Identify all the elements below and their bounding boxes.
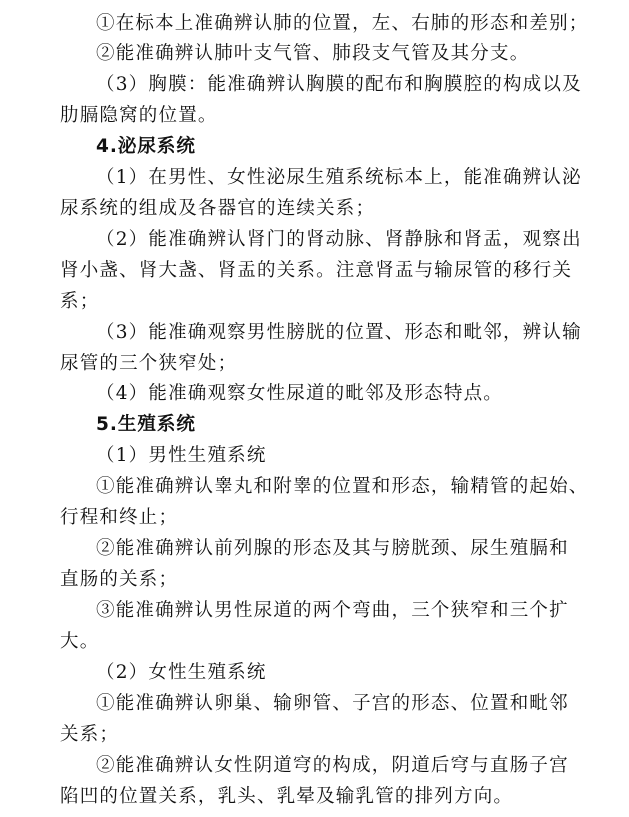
text-line: 系；	[60, 291, 100, 312]
text-line: （2）能准确辨认肾门的肾动脉、肾静脉和肾盂，观察出	[96, 229, 582, 250]
text-line: 大。	[60, 631, 100, 652]
text-line: （1）在男性、女性泌尿生殖系统标本上，能准确辨认泌	[96, 167, 582, 188]
text-line: （3）能准确观察男性膀胱的位置、形态和毗邻，辨认输	[96, 322, 582, 343]
text-line: （1）男性生殖系统	[96, 445, 267, 466]
text-line: （4）能准确观察女性尿道的毗邻及形态特点。	[96, 383, 503, 404]
text-line: （3）胸膜：能准确辨认胸膜的配布和胸膜腔的构成以及	[96, 74, 582, 95]
text-line: ②能准确辨认前列腺的形态及其与膀胱颈、尿生殖膈和	[96, 538, 569, 559]
text-line: ②能准确辨认女性阴道穹的构成，阴道后穹与直肠子宫	[96, 755, 569, 776]
text-line: ②能准确辨认肺叶支气管、肺段支气管及其分支。	[96, 43, 530, 64]
text-line: 行程和终止；	[60, 507, 179, 528]
text-line: （2）女性生殖系统	[96, 662, 267, 683]
text-line: ①能准确辨认卵巢、输卵管、子宫的形态、位置和毗邻	[96, 693, 569, 714]
text-line: 陷凹的位置关系，乳头、乳晕及输乳管的排列方向。	[60, 786, 514, 807]
text-line: ①在标本上准确辨认肺的位置，左、右肺的形态和差别；	[96, 13, 589, 34]
text-line: ①能准确辨认睾丸和附睾的位置和形态，输精管的起始、	[96, 476, 589, 497]
text-line: 尿系统的组成及各器官的连续关系；	[60, 198, 376, 219]
text-line: 直肠的关系；	[60, 569, 179, 590]
text-line: 尿管的三个狭窄处；	[60, 353, 238, 374]
text-line: 关系；	[60, 724, 120, 745]
section-heading: 5.生殖系统	[96, 414, 196, 435]
text-line: 肾小盏、肾大盏、肾盂的关系。注意肾盂与输尿管的移行关	[60, 260, 573, 281]
text-line: 肋膈隐窝的位置。	[60, 105, 218, 126]
text-line: ③能准确辨认男性尿道的两个弯曲，三个狭窄和三个扩	[96, 600, 569, 621]
section-heading: 4.泌尿系统	[96, 136, 196, 157]
